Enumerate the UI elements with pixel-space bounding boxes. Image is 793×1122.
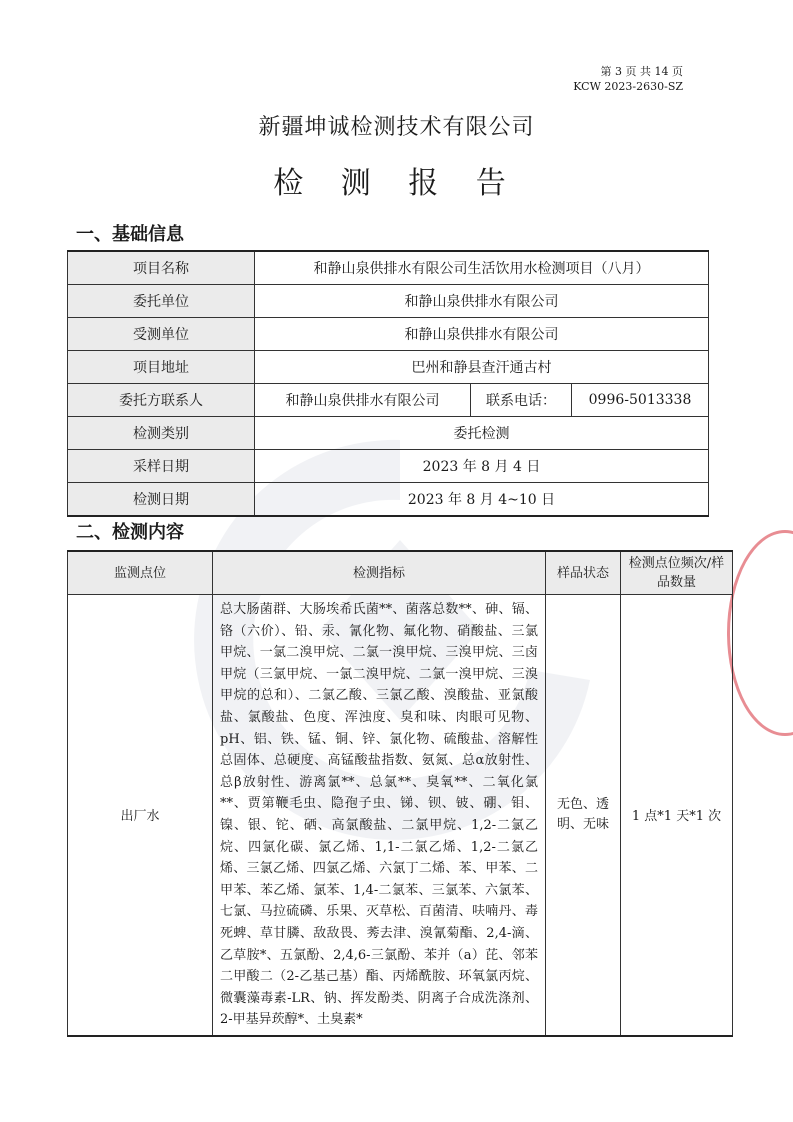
test-date-label: 检测日期 bbox=[68, 483, 255, 517]
point-cell: 出厂水 bbox=[68, 595, 213, 1036]
test-content-table bbox=[67, 550, 733, 1037]
table-row bbox=[68, 384, 709, 417]
phone-label: 联系电话： bbox=[471, 384, 572, 417]
page-meta bbox=[573, 64, 683, 94]
table-row bbox=[68, 417, 709, 450]
col-header-point: 监测点位 bbox=[68, 551, 213, 595]
client-label: 委托单位 bbox=[68, 285, 255, 318]
col-header-items: 检测指标 bbox=[213, 551, 546, 595]
state-cell: 无色、透明、无味 bbox=[546, 595, 621, 1036]
test-type-label: 检测类别 bbox=[68, 417, 255, 450]
items-cell: 总大肠菌群、大肠埃希氏菌**、菌落总数**、砷、镉、铬（六价）、铅、汞、氰化物、氟化物、硝酸盐、三氯甲烷、一氯二溴甲烷、二氯一溴甲烷、三溴甲烷、三卤甲烷（三氯甲烷、一氯二溴甲烷、二氯一溴甲烷、三溴甲烷的总和）、二氯乙酸、三氯乙酸、溴酸盐、亚氯酸盐、氯酸盐、色度、浑浊度、臭和味、肉眼可见物、pH、铝、铁、锰、铜、锌、氯化物、硫酸盐、溶解性总固体、总硬度、高锰酸盐指数、氨氮、总α放射性、总β放射性、游离氯**、总氯**、臭氧**、二氧化氯**、贾第鞭毛虫、隐孢子虫、锑、钡、铍、硼、钼、镍、银、铊、硒、高氯酸盐、二氯甲烷、1,2-二氯乙烷、四氯化碳、氯乙烯、1,1-二氯乙烯、1,2-二氯乙烯、三氯乙烯、四氯乙烯、六氯丁二烯、苯、甲苯、二甲苯、苯乙烯、氯苯、1,4-二氯苯、三氯苯、六氯苯、七氯、马拉硫磷、乐果、灭草松、百菌清、呋喃丹、毒死蜱、草甘膦、敌敌畏、莠去津、溴氰菊酯、2,4-滴、乙草胺*、五氯酚、2,4,6-三氯酚、苯并（a）芘、邻苯二甲酸二（2-乙基己基）酯、丙烯酰胺、环氧氯丙烷、微囊藻毒素-LR、钠、挥发酚类、阴离子合成洗涤剂、2-甲基异莰醇*、土臭素* bbox=[213, 595, 546, 1036]
sampling-date-label: 采样日期 bbox=[68, 450, 255, 483]
table-row bbox=[68, 483, 709, 517]
freq-cell: 1 点*1 天*1 次 bbox=[621, 595, 733, 1036]
section-basic-info-title: 一、基础信息 bbox=[76, 224, 184, 245]
table-row bbox=[68, 450, 709, 483]
sampling-date-value: 2023 年 8 月 4 日 bbox=[255, 450, 709, 483]
contact-label: 委托方联系人 bbox=[68, 384, 255, 417]
tested-unit-value: 和静山泉供排水有限公司 bbox=[255, 318, 709, 351]
contact-value: 和静山泉供排水有限公司 bbox=[255, 384, 471, 417]
section-test-content-title: 二、检测内容 bbox=[76, 522, 184, 543]
test-type-value: 委托检测 bbox=[255, 417, 709, 450]
table-header-row bbox=[68, 551, 733, 595]
phone-value: 0996-5013338 bbox=[572, 384, 709, 417]
table-row bbox=[68, 251, 709, 285]
table-row bbox=[68, 595, 733, 1036]
client-value: 和静山泉供排水有限公司 bbox=[255, 285, 709, 318]
basic-info-table bbox=[67, 250, 709, 517]
address-value: 巴州和静县查汗通古村 bbox=[255, 351, 709, 384]
table-row bbox=[68, 285, 709, 318]
address-label: 项目地址 bbox=[68, 351, 255, 384]
page-number: 第 3 页 共 14 页 bbox=[600, 65, 683, 78]
tested-unit-label: 受测单位 bbox=[68, 318, 255, 351]
table-row bbox=[68, 318, 709, 351]
project-name-value: 和静山泉供排水有限公司生活饮用水检测项目（八月） bbox=[255, 251, 709, 285]
test-date-value: 2023 年 8 月 4~10 日 bbox=[255, 483, 709, 517]
company-name: 新疆坤诚检测技术有限公司 bbox=[258, 115, 535, 140]
table-row bbox=[68, 351, 709, 384]
report-code: KCW 2023-2630-SZ bbox=[573, 80, 683, 93]
col-header-freq: 检测点位频次/样品数量 bbox=[621, 551, 733, 595]
report-title: 检 测 报 告 bbox=[273, 166, 520, 201]
company-seal bbox=[727, 530, 793, 736]
col-header-state: 样品状态 bbox=[546, 551, 621, 595]
project-name-label: 项目名称 bbox=[68, 251, 255, 285]
